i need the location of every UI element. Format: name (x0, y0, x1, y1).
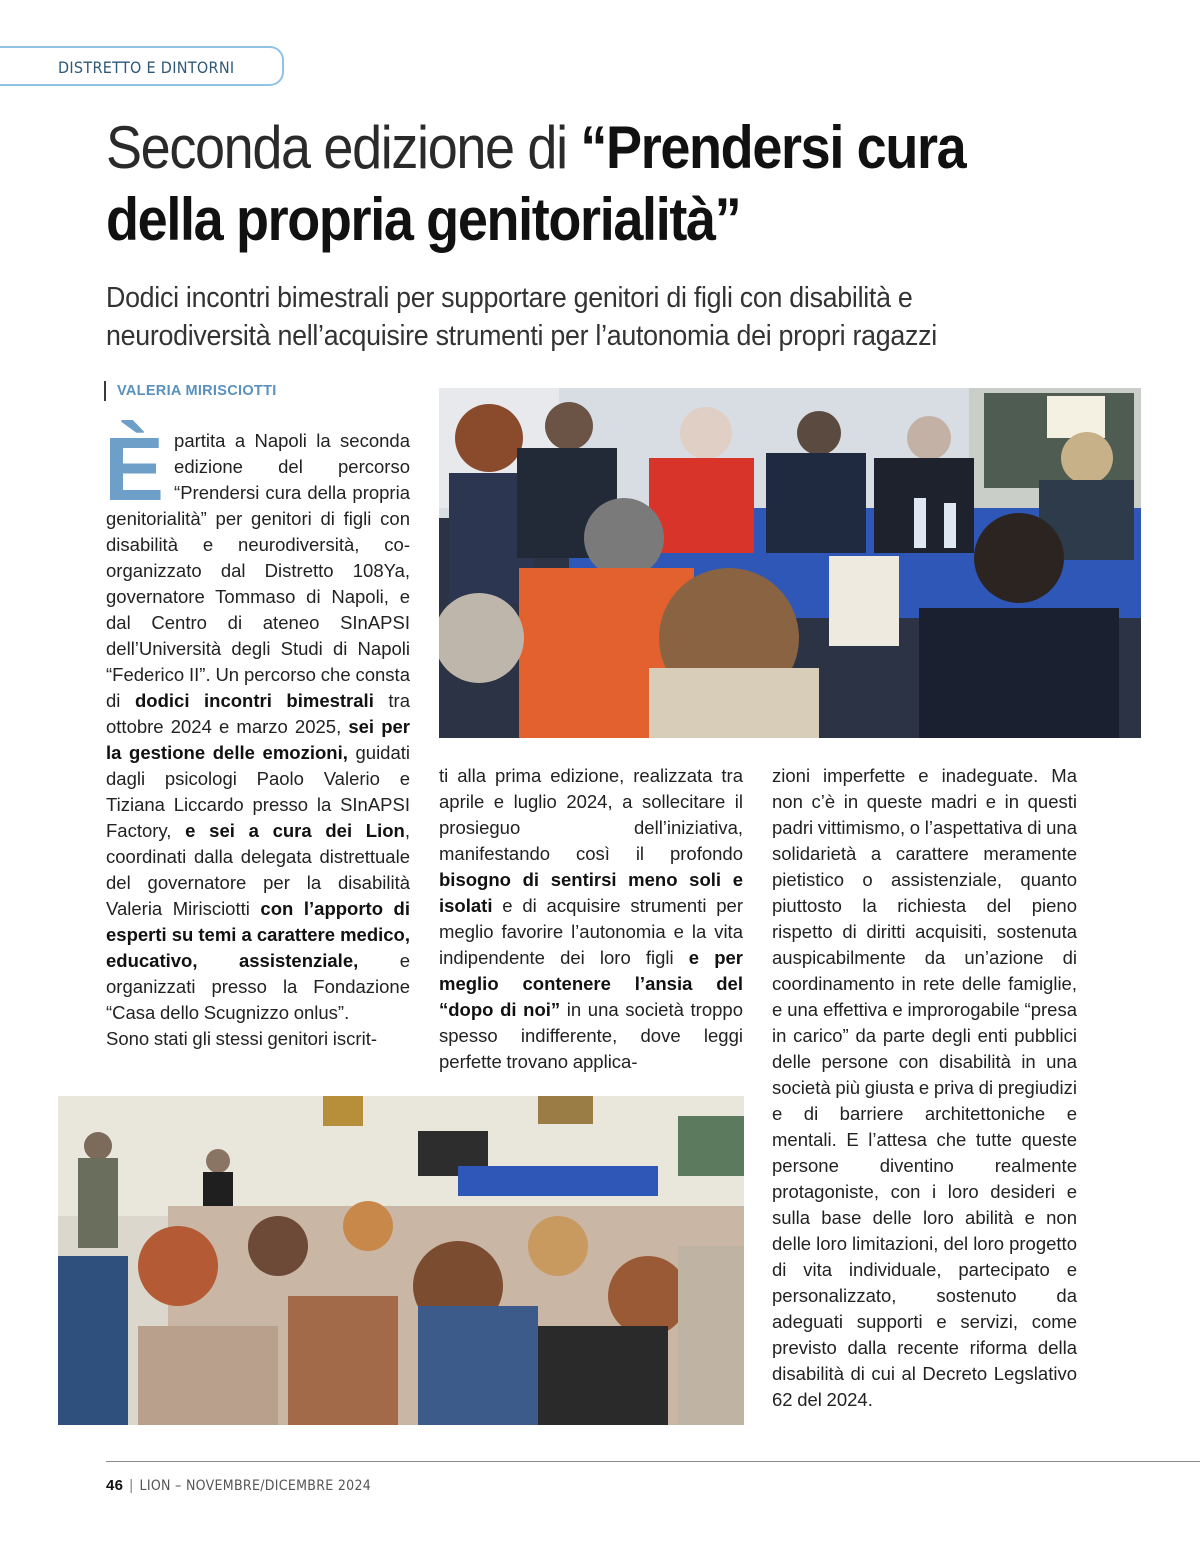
text-run: e di acquisire strumenti per meglio favorire l’autonomia e la vita indipendente dei loro figli (439, 895, 743, 968)
body-paragraph-4: zioni imperfette e inadeguate. Ma non c’è in queste madri e in questi padri vittimismo, o l’aspettativa di una solidarietà a carattere meramente pietistico o assistenziale, quanto piuttosto la richiesta del pieno rispetto di diritti acquisiti, sostenuta auspicabilmente da un’azione di coordinamento in rete delle famiglie, e una effettiva e improrogabile “presa in carico” da parte degli enti pubblici delle persone con disabilità in una società più giusta e priva di pregiudizi e di barriere architettoniche e mentali. E l’attesa che tutte queste persone diventino realmente protagoniste, con i loro desideri e sulla base delle loro abilità e non delle loro limitazioni, del loro progetto di vita individuale, partecipato e personalizzato, sostenuto da adeguati supporti e servizi, come previsto dalla recente riforma della disabilità di cui al Decreto Legslativo 62 del 2024. (772, 765, 1077, 1410)
body-paragraph-2: Sono stati gli stessi genitori iscrit- (106, 1028, 377, 1049)
body-column-1 (104, 420, 411, 1052)
headline-bold-line2: della propria genitorialità” (106, 186, 741, 253)
footer-rule (106, 1461, 1200, 1462)
body-paragraph-1 (104, 420, 411, 1026)
bold-run: e sei a cura dei Lion (185, 820, 405, 841)
page-number: 46 (106, 1477, 124, 1494)
headline-light: Seconda edizione di (106, 114, 581, 181)
text-run: guidati dagli psicologi Paolo Valerio e Tiziana Liccardo presso la SInAPSI Factory, (106, 742, 411, 841)
text-run: ti alla prima edizione, realizzata tra aprile e luglio 2024, a sollecitare il prosieguo dell’iniziativa, manifestando così il profondo (439, 765, 743, 864)
bold-run: bisogno di sentirsi meno soli e isolati (439, 869, 743, 916)
subtitle-line2: neurodiversità nell’acquisire strumenti per l’autonomia dei propri ragazzi (106, 320, 937, 352)
headline-bold-line1: “Prendersi cura (580, 114, 966, 181)
text-run: in una società troppo spesso indifferente, dove leggi perfette trovano applica- (439, 999, 743, 1072)
article-headline (106, 112, 1060, 256)
text-run: , coordinati dalla delegata distrettuale del governatore per la disabilità Valeria Mirisciotti (106, 820, 410, 919)
text-run: partita a Napoli la seconda edizione del percorso “Prendersi cura della propria genitorialità” per genitori di figli con disabilità e neurodiversità, co-organizzato dal Distretto 108Ya, governatore Tommaso di Napoli, e dal Centro di ateneo SInAPSI dell’Università degli Studi di Napoli “Federico II”. Un percorso che consta di (106, 430, 410, 711)
section-label: DISTRETTO E DINTORNI (58, 58, 235, 77)
body-column-3 (772, 763, 1077, 1413)
bold-run: e per meglio contenere l’ansia del “dopo di noi” (439, 947, 743, 1020)
article-subtitle (106, 279, 1046, 355)
photo-audience (58, 1096, 744, 1425)
bold-run: con l’apporto di esperti su temi a carattere medico, educativo, assistenziale, (106, 898, 410, 971)
photo-audience-image (58, 1096, 744, 1425)
author-byline: VALERIA MIRISCIOTTI (104, 381, 277, 401)
body-column-2 (439, 763, 743, 1075)
publication-info: LION – NOVEMBRE/DICEMBRE 2024 (139, 1478, 372, 1494)
photo-panel-speakers-image (439, 388, 1141, 738)
bold-run: dodici incontri bimestrali (134, 690, 374, 711)
text-run: e organizzati presso la Fondazione “Casa dello Scugnizzo onlus”. (106, 950, 410, 1023)
bold-run: sei per la gestione delle emozioni, (106, 716, 410, 763)
drop-cap: È (104, 420, 165, 520)
section-tab (0, 46, 284, 86)
text-run: tra ottobre 2024 e marzo 2025, (106, 690, 410, 737)
body-paragraph-3 (439, 763, 743, 1075)
footer-separator: | (129, 1477, 134, 1494)
photo-panel-speakers (439, 388, 1141, 738)
subtitle-line1: Dodici incontri bimestrali per supportare genitori di figli con disabilità e (106, 282, 913, 314)
page-footer (106, 1476, 371, 1496)
